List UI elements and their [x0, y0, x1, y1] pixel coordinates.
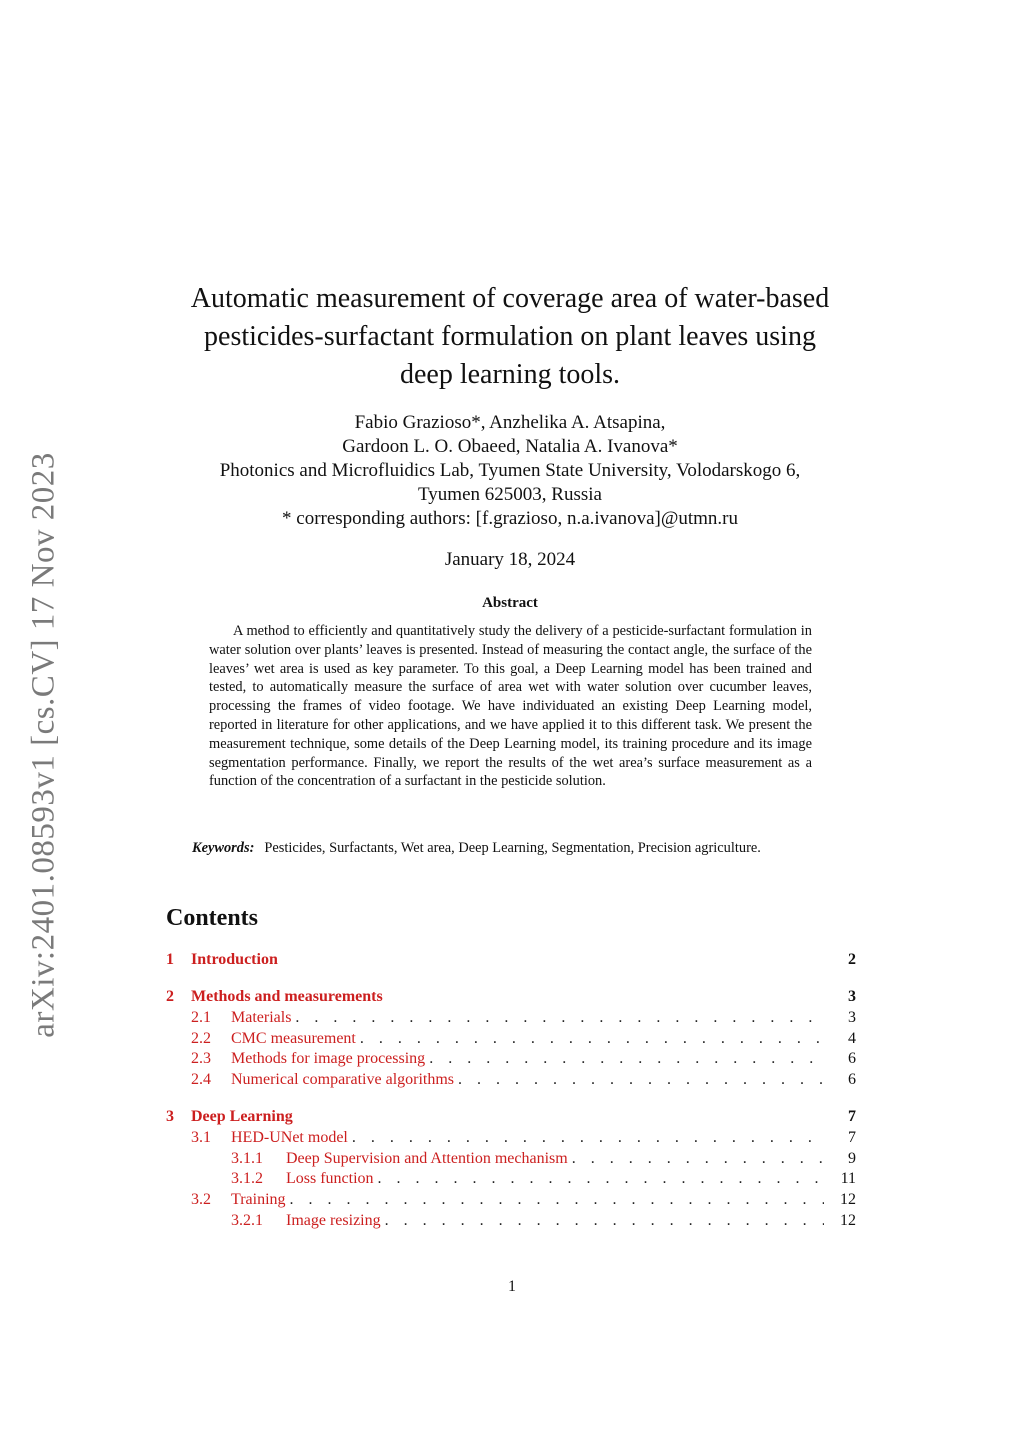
keywords-text: Pesticides, Surfactants, Wet area, Deep Learning, Segmentation, Precision agriculture. [264, 840, 761, 856]
toc-number: 3.1.2 [231, 1170, 263, 1187]
toc-leader-dots [385, 1212, 824, 1230]
toc-leader-dots [572, 1150, 824, 1168]
toc-number: 2 [166, 988, 174, 1005]
toc-link[interactable]: Deep Supervision and Attention mechanism [286, 1150, 568, 1167]
title-line: pesticides-surfactant formulation on plant leaves using [204, 321, 816, 352]
toc-page: 3 [848, 988, 856, 1005]
toc-number: 2.3 [191, 1050, 211, 1067]
toc-number: 3.1 [191, 1129, 211, 1146]
arxiv-id: arXiv:2401.08593v1 [cs.CV] 17 Nov 2023 [25, 452, 62, 1038]
author-block [150, 411, 870, 531]
toc-number: 2.2 [191, 1030, 211, 1047]
abstract-text: A method to efficiently and quantitatively study the delivery of a pesticide-surfactant formulation in water solution over plants’ leaves is presented. Instead of measuring the contact angle, the surface of the leaves’ wet area is used as key parameter. To this goal, a Deep Learning model has been trained and tested, to automatically measure the surface of area wet with water solution over cucumber leaves, processing the frames of video footage. We have individuated an existing Deep Learning model, reported in literature for other applications, and we have applied it to this different task. We present the measurement technique, some details of the Deep Learning model, its training procedure and its image segmentation performance. Finally, we report the results of the wet area’s surface measurement as a function of the concentration of a surfactant in the pesticide solution. [209, 623, 812, 790]
toc-leader-dots [360, 1030, 824, 1048]
toc-page: 6 [848, 1071, 856, 1088]
toc-entry-deep-supervision[interactable] [231, 1150, 856, 1170]
affiliation-line: Photonics and Microfluidics Lab, Tyumen State University, Volodarskogo 6, [219, 460, 801, 481]
toc-link[interactable]: Loss function [286, 1170, 374, 1187]
toc-page: 11 [840, 1170, 856, 1187]
toc-page: 3 [848, 1009, 856, 1026]
paper-date: January 18, 2024 [444, 549, 576, 570]
paper-title [150, 280, 870, 394]
corresponding-line: * corresponding authors: [f.grazioso, n.a.ivanova]@utmn.ru [282, 508, 738, 529]
contents-heading: Contents [166, 905, 259, 931]
toc-entry-training[interactable] [191, 1191, 856, 1211]
page-number: 1 [508, 1278, 516, 1295]
toc-entry-introduction[interactable] [166, 951, 856, 971]
affiliation-line: Tyumen 625003, Russia [418, 484, 602, 505]
toc-link[interactable]: Materials [231, 1009, 292, 1026]
toc-leader-dots [458, 1071, 824, 1089]
arxiv-sidebar-stamp [24, 440, 64, 1050]
toc-leader-dots [352, 1129, 824, 1147]
abstract-heading: Abstract [482, 595, 538, 611]
toc-link[interactable]: Training [231, 1191, 286, 1208]
toc-page: 9 [848, 1150, 856, 1167]
toc-number: 3.2 [191, 1191, 211, 1208]
title-line: Automatic measurement of coverage area of water-based [190, 283, 830, 314]
toc-page: 7 [848, 1129, 856, 1146]
toc-number: 3.1.1 [231, 1150, 263, 1167]
toc-page: 12 [840, 1191, 856, 1208]
toc-entry-loss-function[interactable] [231, 1170, 856, 1190]
toc-entry-hed-unet[interactable] [191, 1129, 856, 1149]
toc-entry-image-processing[interactable] [191, 1050, 856, 1070]
toc-number: 1 [166, 951, 174, 968]
toc-leader-dots [429, 1050, 824, 1068]
toc-leader-dots [295, 1009, 824, 1027]
toc-entry-cmc[interactable] [191, 1030, 856, 1050]
title-line: deep learning tools. [399, 359, 621, 390]
toc-page: 2 [848, 951, 856, 968]
toc-number: 3 [166, 1108, 174, 1125]
toc-link[interactable]: Deep Learning [191, 1108, 293, 1125]
keywords-paragraph [166, 839, 806, 858]
toc-link[interactable]: Introduction [191, 951, 278, 968]
toc-leader-dots [378, 1170, 824, 1188]
keywords-label: Keywords: [192, 840, 255, 856]
toc-number: 3.2.1 [231, 1212, 263, 1229]
toc-link[interactable]: HED-UNet model [231, 1129, 348, 1146]
toc-entry-methods[interactable] [166, 988, 856, 1008]
toc-page: 12 [840, 1212, 856, 1229]
author-line: Gardoon L. O. Obaeed, Natalia A. Ivanova* [342, 436, 678, 457]
toc-page: 7 [848, 1108, 856, 1125]
toc-link[interactable]: Methods for image processing [231, 1050, 426, 1067]
toc-leader-dots [290, 1191, 824, 1209]
toc-link[interactable]: Methods and measurements [191, 988, 383, 1005]
toc-page: 4 [848, 1030, 856, 1047]
toc-link[interactable]: Numerical comparative algorithms [231, 1071, 455, 1088]
toc-entry-deep-learning[interactable] [166, 1108, 856, 1128]
toc-number: 2.1 [191, 1009, 211, 1026]
toc-page: 6 [848, 1050, 856, 1067]
toc-link[interactable]: Image resizing [286, 1212, 381, 1229]
author-line: Fabio Grazioso*, Anzhelika A. Atsapina, [354, 412, 666, 433]
toc-entry-numerical[interactable] [191, 1071, 856, 1091]
toc-link[interactable]: CMC measurement [231, 1030, 356, 1047]
toc-entry-materials[interactable] [191, 1009, 856, 1029]
toc-number: 2.4 [191, 1071, 211, 1088]
toc-entry-image-resizing[interactable] [231, 1212, 856, 1232]
